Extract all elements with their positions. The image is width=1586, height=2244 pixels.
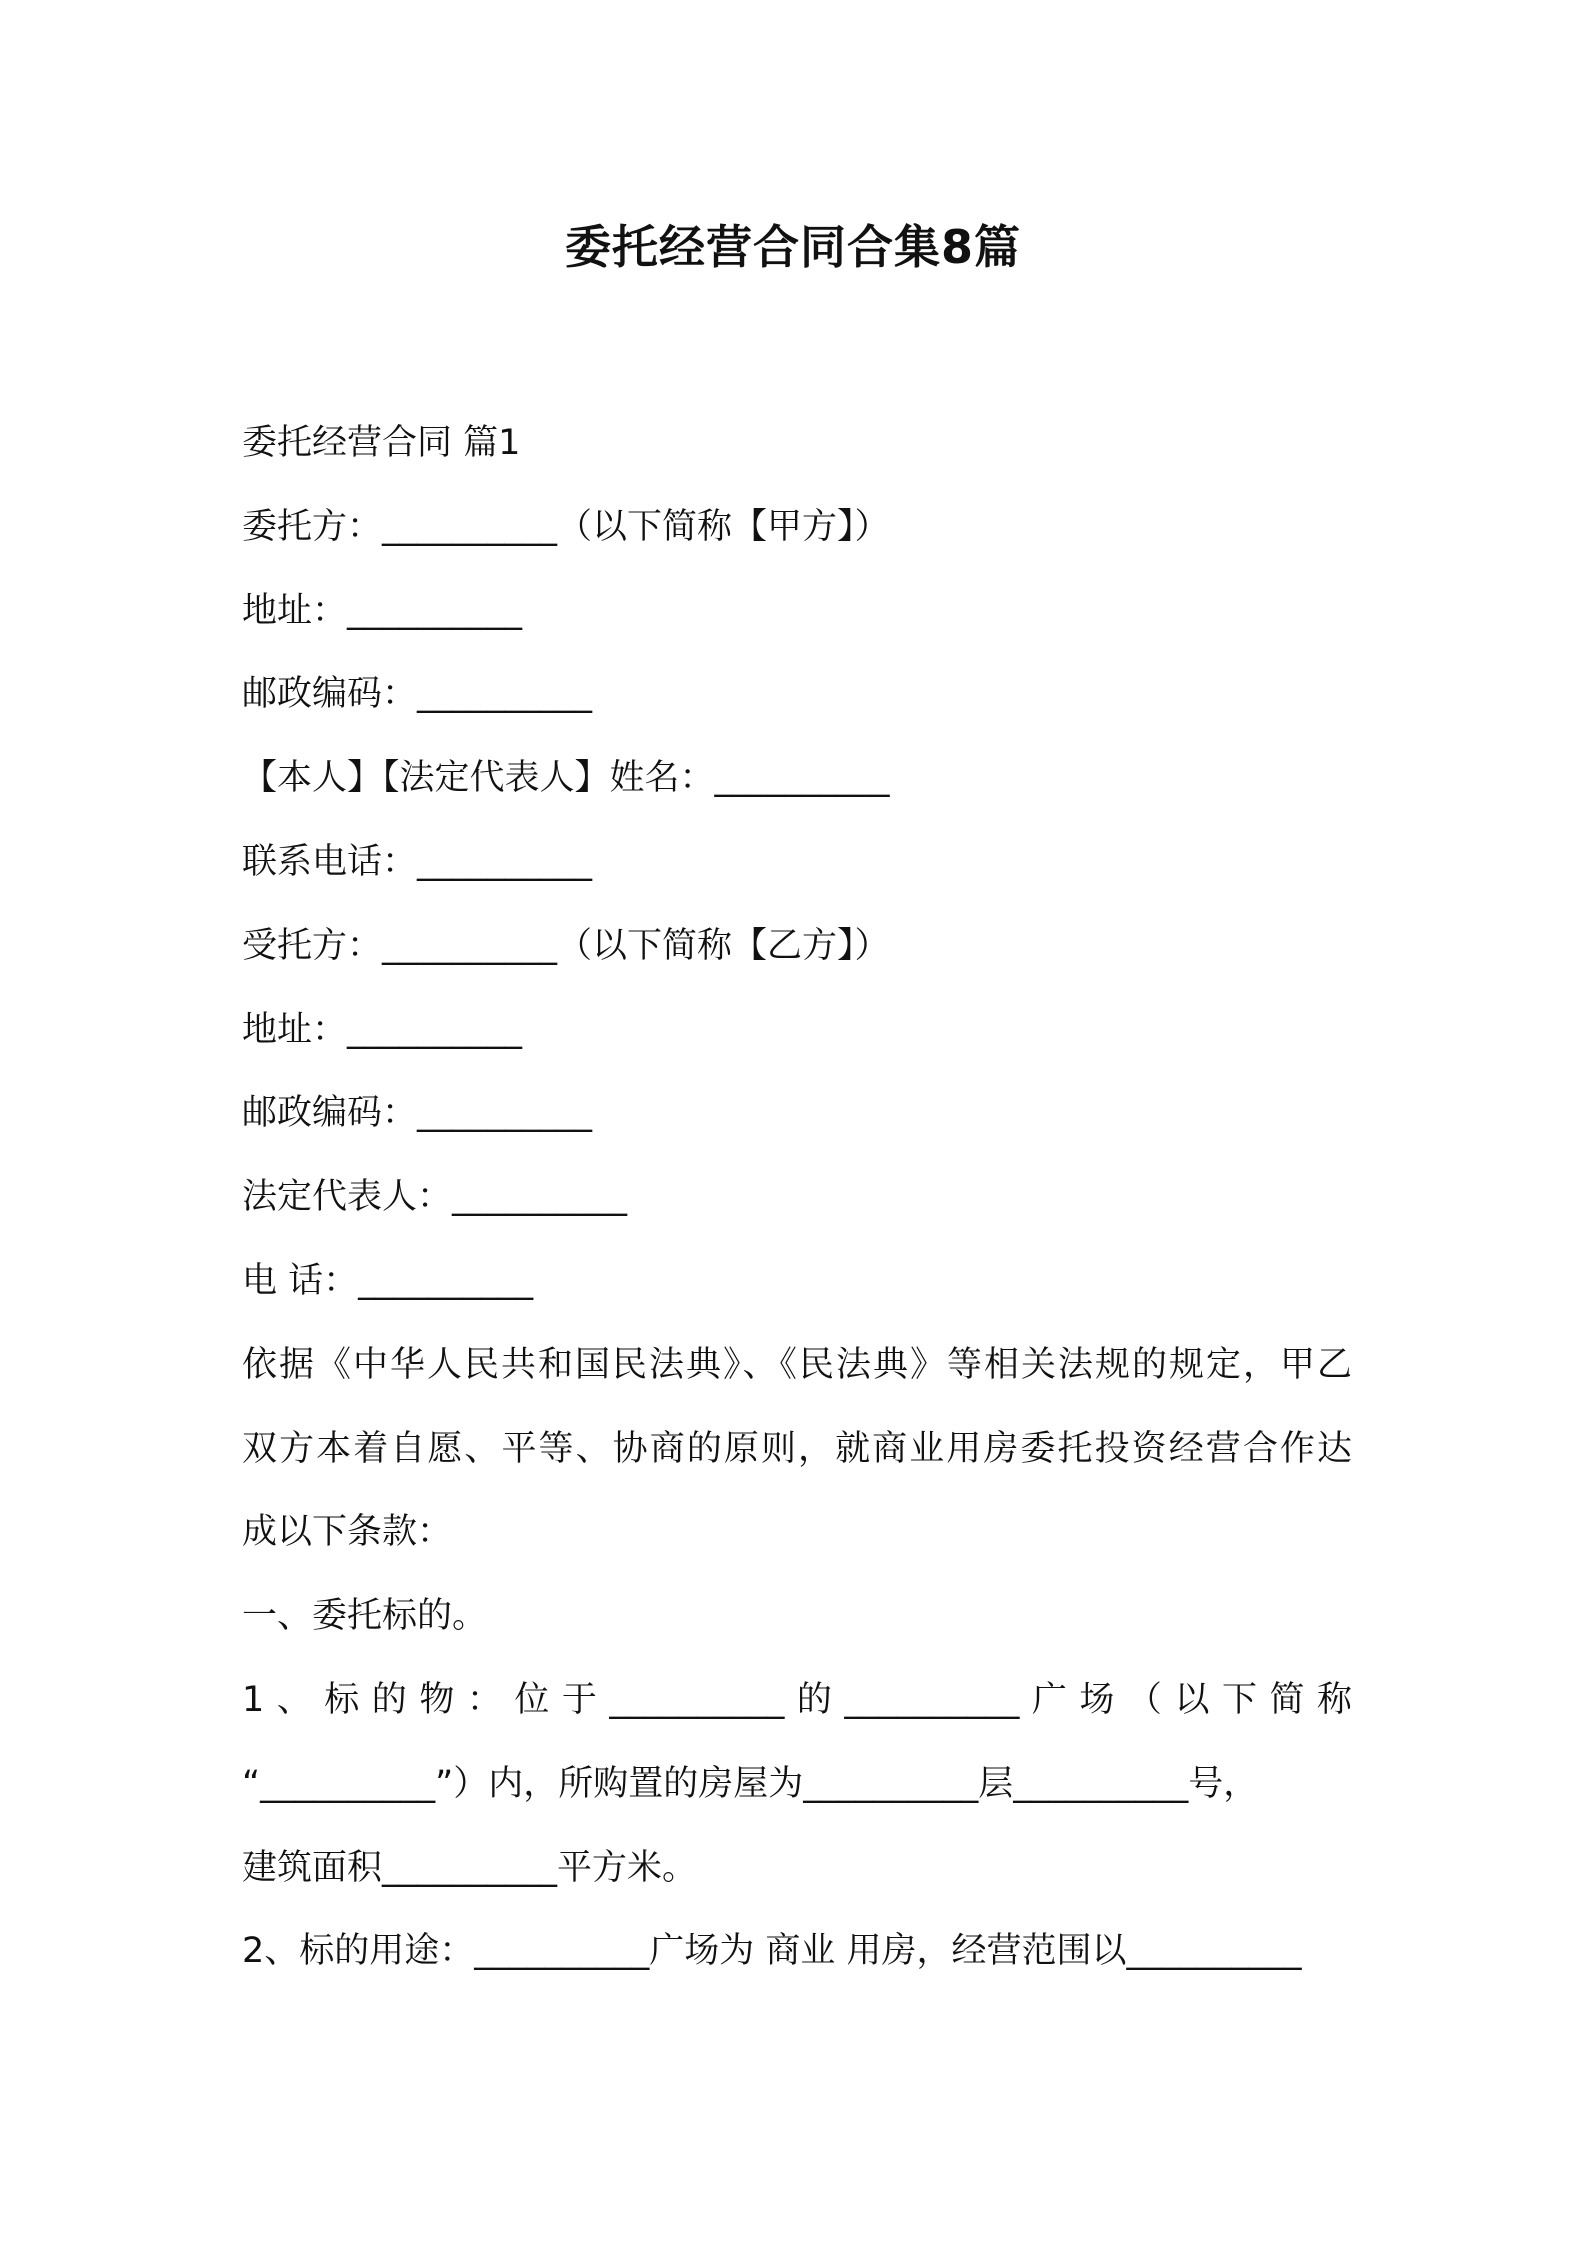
legal-basis-paragraph-line-1: 依据《中华人民共和国民法典》、《民法典》等相关法规的规定，甲乙 <box>242 1344 1352 1385</box>
party-a-address-line: 地址：__________ <box>242 590 523 631</box>
item-1-line-1: 1、标的物：位于__________的__________广场（以下简称 <box>242 1679 1352 1720</box>
item-1-line-2: “__________”）内，所购置的房屋为__________层__________号， <box>242 1763 1259 1804</box>
party-a-postcode-line: 邮政编码：__________ <box>242 674 593 715</box>
section-1-heading: 一、委托标的。 <box>242 1596 488 1637</box>
party-a-phone-line: 联系电话：__________ <box>242 841 593 882</box>
party-b-phone-line: 电 话：__________ <box>242 1260 534 1301</box>
party-b-legal-rep-line: 法定代表人：__________ <box>242 1177 628 1218</box>
party-b-postcode-line: 邮政编码：__________ <box>242 1093 593 1134</box>
item-2-line: 2、标的用途：__________广场为 商业 用房，经营范围以__________ <box>242 1931 1302 1972</box>
document-body <box>242 402 1352 1994</box>
item-1-line-3: 建筑面积__________平方米。 <box>242 1847 698 1888</box>
document-title: 委托经营合同合集8篇 <box>564 220 1021 274</box>
entrusted-party-line: 受托方：__________（以下简称【乙方】） <box>242 925 890 966</box>
section-heading-contract-1: 委托经营合同 篇1 <box>242 423 521 463</box>
party-b-address-line: 地址：__________ <box>242 1009 523 1050</box>
party-a-representative-line: 【本人】【法定代表人】姓名：__________ <box>242 758 890 799</box>
entrusting-party-line: 委托方：__________（以下简称【甲方】） <box>242 506 890 547</box>
legal-basis-paragraph-line-3: 成以下条款： <box>242 1512 453 1553</box>
legal-basis-paragraph-line-2: 双方本着自愿、平等、协商的原则，就商业用房委托投资经营合作达 <box>242 1428 1352 1469</box>
